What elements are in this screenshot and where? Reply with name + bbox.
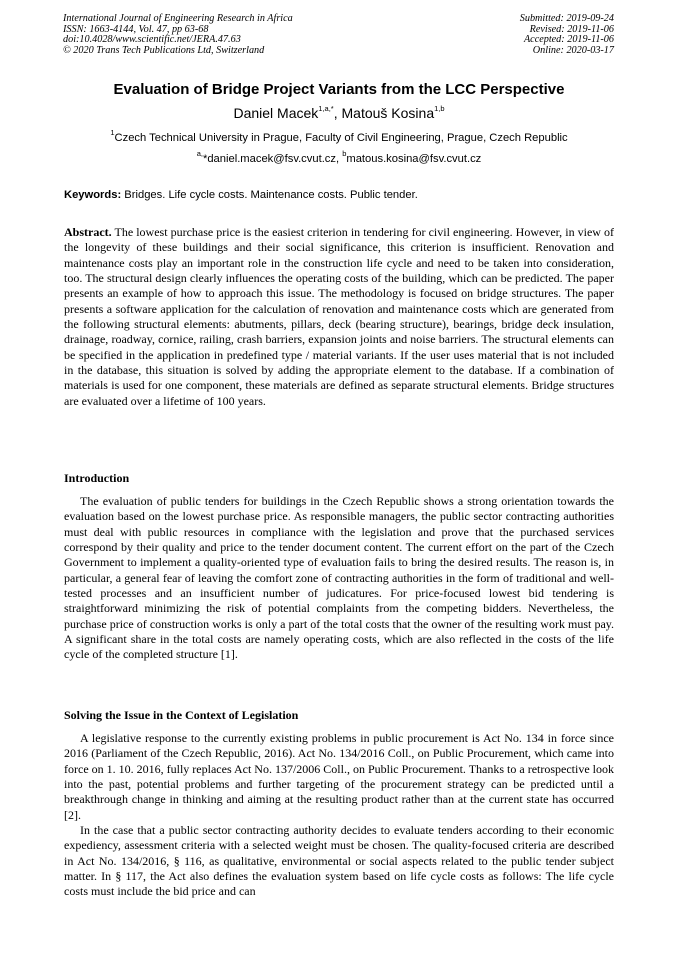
date-accepted: Accepted: 2019-11-06	[523, 34, 614, 46]
legislation-paragraph: In the case that a public sector contracting authority decides to evaluate tenders according to their economic expediency, assessment criteria with a selected weight must be chosen. The quality-focused criteria are described in Act No. 134/2016, § 116, as qualitative, environmental or social aspects related to the public tender subject matter. In § 117, the Act also defines the evaluation system based on life cycle costs as follows: The life cycle costs must include the bid price and can	[64, 823, 614, 899]
date-revised: Revised: 2019-11-06	[529, 23, 614, 35]
section-heading-legislation: Solving the Issue in the Context of Legislation	[64, 708, 299, 722]
abstract	[64, 225, 614, 409]
author-superscript: 1,b	[434, 104, 445, 114]
abstract-label: Abstract.	[64, 225, 112, 239]
journal-doi: doi:10.4028/www.scientific.net/JERA.47.63	[63, 34, 241, 46]
date-online: Online: 2020-03-17	[532, 44, 614, 56]
email-link[interactable]: *daniel.macek@fsv.cvut.cz,	[202, 153, 343, 165]
paper-title: Evaluation of Bridge Project Variants from the LCC Perspective	[113, 81, 565, 98]
keywords-label: Keywords:	[64, 189, 122, 201]
section-heading-introduction: Introduction	[64, 471, 130, 485]
journal-header-right	[520, 14, 614, 56]
email-link[interactable]: matous.kosina@fsv.cvut.cz	[346, 153, 482, 165]
email-superscript: a,	[196, 149, 203, 159]
journal-issn: ISSN: 1663-4144, Vol. 47, pp 63-68	[63, 23, 209, 35]
affiliation-superscript: 1	[110, 128, 115, 138]
author-emails	[0, 149, 678, 166]
journal-copyright: © 2020 Trans Tech Publications Ltd, Switzerland	[63, 44, 265, 56]
author-name: Daniel Macek	[233, 105, 319, 121]
author-name: Matouš Kosina	[341, 105, 435, 121]
author-superscript: 1,a,*	[318, 104, 334, 114]
affiliation-text: Czech Technical University in Prague, Faculty of Civil Engineering, Prague, Czech Republic	[114, 132, 568, 144]
affiliation	[0, 128, 678, 145]
keywords-text: Bridges. Life cycle costs. Maintenance costs. Public tender.	[121, 189, 418, 201]
author-separator: ,	[333, 105, 342, 121]
legislation-paragraph: A legislative response to the currently existing problems in public procurement is Act No. 134 in force since 2016 (Parliament of the Czech Republic, 2016). Act No. 134/2016 Coll., on Public Procurement, which came into force on 1. 10. 2016, fully replaces Act No. 137/2006 Coll., on Public Procurement. Thanks to a retrospective look into the past, potential problems and further targeting of the procurement strategy can be predicted until a breakthrough change in thinking and aiming at the resulting product rather than at the current state has occurred [2].	[64, 731, 615, 822]
introduction-section	[64, 494, 614, 663]
journal-header-left	[63, 14, 293, 56]
introduction-paragraph: The evaluation of public tenders for buildings in the Czech Republic shows a strong orientation towards the evaluation based on the lowest purchase price. As responsible managers, the public sector contracting authorities must deal with public resources in compliance with the legislation and prove that the purchased services correspond by their quality and price to the tender document content. The current effort on the part of the Czech Government to implement a quality-oriented type of evaluation fails to bring the desired results. The reason is, in particular, a general fear of leaving the comfort zone of contracting authorities in the form of traditional and well-tested processes and an insufficient number of judicatures. For price-focused lowest bid tendering is straightforward minimizing the risk of potential complaints from the competing bidders. Nevertheless, the purchase price of construction works is only a part of the total costs that the owner of the resulting work must pay. A significant share in the total costs are namely operating costs, which are also reflected in the costs of the life cycle of the completed structure [1].	[64, 494, 614, 662]
abstract-text: The lowest purchase price is the easiest criterion in tendering for civil engineering. However, in view of the longevity of these buildings and their social significance, this criterion is insufficient. Renovation and maintenance costs play an important role in the construction life cycle and need to be taken into consideration, too. The structural design clearly influences the operating costs of the building, which can be predicted. The paper presents an example of how to approach this issue. The methodology is focused on bridge structures. The paper presents a software application for the calculation of renovation and maintenance costs which are generated from the following structural elements: abutments, pillars, deck (bearing structure), bearings, bridge deck insulation, drainage, roadway, cornice, railing, crash barriers, expansion joints and noise barriers. The structural elements can be specified in the application in predefined type / material variants. If the user uses material that is not included in the database, this situation is solved by adding the appropriate element to the database. If a combination of materials is used for one component, these materials are defined as separate structural elements. Bridge structures are evaluated over a lifetime of 100 years.	[64, 225, 614, 408]
journal-name: International Journal of Engineering Research in Africa	[63, 13, 293, 24]
email-superscript: b	[342, 149, 347, 159]
legislation-section	[64, 731, 614, 900]
date-submitted: Submitted: 2019-09-24	[519, 13, 614, 24]
keywords	[64, 188, 418, 202]
author-list	[0, 104, 678, 122]
